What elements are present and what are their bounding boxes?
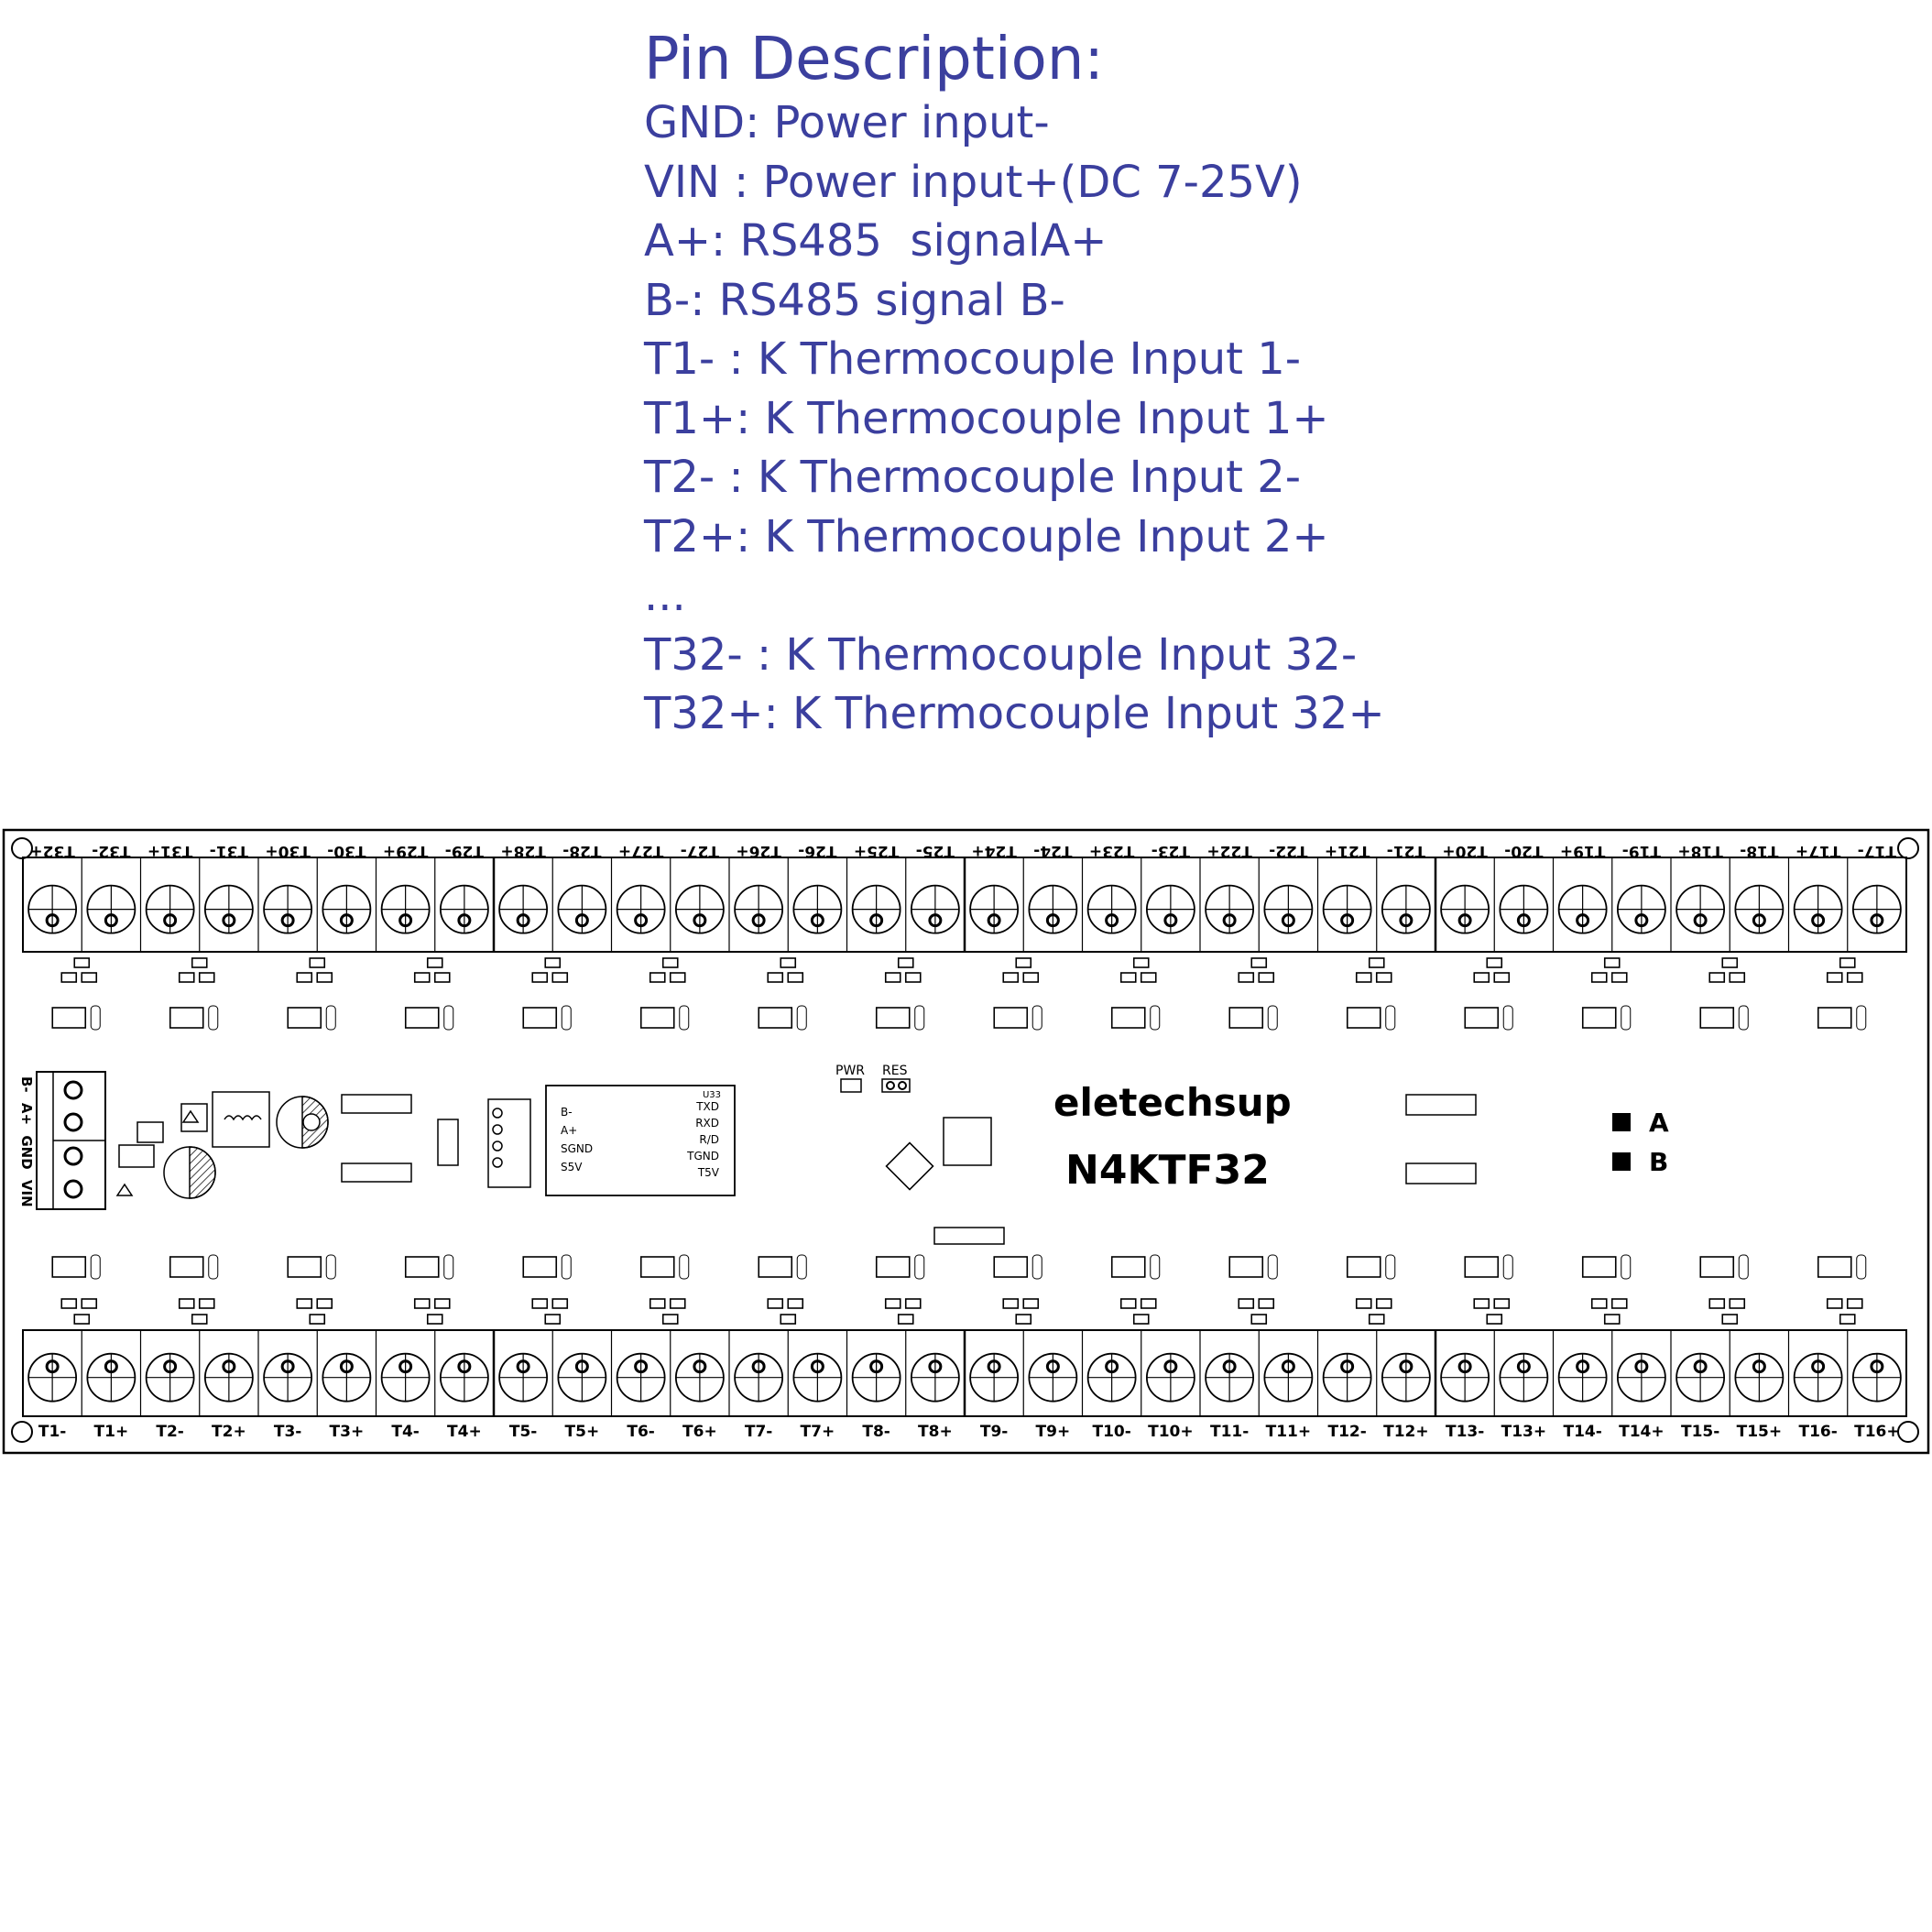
top-screw-terminal — [1264, 886, 1312, 933]
bottom-screw-terminal — [558, 1354, 606, 1402]
top-terminal-label: T19+ — [1559, 842, 1606, 860]
top-screw-terminal — [1441, 886, 1489, 933]
bottom-terminal-label: T9+ — [1035, 1423, 1071, 1441]
top-terminal-label: T22+ — [1206, 842, 1252, 860]
top-screw-terminal — [1147, 886, 1195, 933]
pcb-board-diagram — [0, 824, 1932, 1466]
power-terminal-block — [18, 1072, 105, 1209]
top-screw-terminal — [382, 886, 430, 933]
pin-line: T1+: K Thermocouple Input 1+ — [644, 392, 1329, 444]
top-terminal-label: T20- — [1504, 842, 1544, 860]
module-pin-left: SGND — [561, 1142, 594, 1155]
bottom-terminal-label: T1+ — [93, 1423, 129, 1441]
top-screw-terminal — [735, 886, 782, 933]
bottom-terminal-label: T4+ — [447, 1423, 482, 1441]
top-terminal-label: T26- — [798, 842, 837, 860]
bottom-terminal-label: T3+ — [329, 1423, 365, 1441]
top-screw-terminal — [87, 886, 135, 933]
bottom-terminal-label: T6- — [627, 1423, 655, 1441]
top-terminal-label: T23- — [1151, 842, 1191, 860]
bottom-terminal-label: T13- — [1445, 1423, 1485, 1441]
pin-line: B-: RS485 signal B- — [644, 274, 1065, 326]
bottom-screw-terminal — [499, 1354, 547, 1402]
top-terminal-label: T17+ — [1795, 842, 1841, 860]
top-terminal-label: T19- — [1621, 842, 1662, 860]
bottom-terminal-label: T12- — [1327, 1423, 1367, 1441]
module-pin-right: TGND — [687, 1150, 719, 1162]
top-screw-terminal — [1676, 886, 1724, 933]
top-terminal-label: T21+ — [1324, 842, 1370, 860]
bottom-screw-terminal — [1088, 1354, 1136, 1402]
bottom-screw-terminal — [793, 1354, 841, 1402]
top-terminal-label: T31+ — [147, 842, 193, 860]
bottom-screw-terminal — [264, 1354, 311, 1402]
bottom-terminal-label: T7- — [744, 1423, 773, 1441]
bottom-terminal-label: T6+ — [682, 1423, 717, 1441]
top-terminal-label: T18- — [1740, 842, 1779, 860]
module-pin-right: TXD — [696, 1100, 719, 1113]
top-terminal-label: T25+ — [853, 842, 900, 860]
model-name: N4KTF32 — [1065, 1147, 1270, 1194]
bottom-terminal-label: T3- — [273, 1423, 302, 1441]
top-screw-terminal — [147, 886, 194, 933]
top-terminal-label: T27+ — [617, 842, 664, 860]
top-screw-terminal — [1206, 886, 1253, 933]
bottom-terminal-label: T14- — [1563, 1423, 1602, 1441]
top-terminal-label: T29- — [444, 842, 485, 860]
bottom-terminal-label: T16+ — [1854, 1423, 1900, 1441]
top-screw-terminal — [617, 886, 665, 933]
bottom-terminal-label: T13+ — [1501, 1423, 1547, 1441]
power-label-a: A+ — [18, 1102, 35, 1126]
bottom-screw-terminal — [322, 1354, 370, 1402]
top-terminal-label: T29+ — [382, 842, 429, 860]
top-screw-terminal — [1088, 886, 1136, 933]
bottom-screw-terminal — [1853, 1354, 1901, 1402]
top-screw-terminal — [499, 886, 547, 933]
jumper-a-label: A — [1649, 1108, 1669, 1138]
bottom-screw-terminal — [1676, 1354, 1724, 1402]
bottom-screw-terminal — [87, 1354, 135, 1402]
bottom-screw-terminal — [1559, 1354, 1607, 1402]
bottom-terminal-label: T8+ — [918, 1423, 953, 1441]
bottom-terminal-label: T16- — [1798, 1423, 1838, 1441]
bottom-screw-terminal — [853, 1354, 901, 1402]
power-label-vin: VIN — [18, 1179, 35, 1207]
top-terminal-label: T21- — [1386, 842, 1426, 860]
bottom-terminal-label: T10+ — [1148, 1423, 1194, 1441]
module-pin-left: A+ — [561, 1124, 578, 1137]
top-screw-terminal — [1029, 886, 1076, 933]
bottom-screw-terminal — [205, 1354, 253, 1402]
module-pin-left: B- — [561, 1106, 573, 1119]
bottom-screw-terminal — [147, 1354, 194, 1402]
led-pwr-label: PWR — [835, 1064, 866, 1078]
bottom-terminal-label: T15+ — [1736, 1423, 1783, 1441]
bottom-terminal-label: T14+ — [1619, 1423, 1665, 1441]
module-ref: U33 — [702, 1090, 721, 1100]
top-screw-terminal — [911, 886, 959, 933]
top-screw-terminal — [853, 886, 901, 933]
bottom-screw-terminal — [1147, 1354, 1195, 1402]
bottom-terminal-label: T7+ — [800, 1423, 835, 1441]
bottom-terminal-label: T9- — [979, 1423, 1009, 1441]
top-screw-terminal — [1324, 886, 1371, 933]
bottom-screw-terminal — [1500, 1354, 1547, 1402]
top-screw-terminal — [1500, 886, 1547, 933]
bottom-screw-terminal — [911, 1354, 959, 1402]
top-screw-terminal — [793, 886, 841, 933]
power-label-gnd: GND — [18, 1135, 35, 1170]
top-terminal-label: T30- — [327, 842, 366, 860]
pin-line: T32+: K Thermocouple Input 32+ — [644, 688, 1385, 739]
brand-name: eletechsup — [1053, 1080, 1292, 1125]
top-terminal-label: T28+ — [500, 842, 546, 860]
top-terminal-label: T26+ — [736, 842, 781, 860]
bottom-screw-terminal — [1029, 1354, 1076, 1402]
top-screw-terminal — [558, 886, 606, 933]
top-screw-terminal — [1795, 886, 1842, 933]
bottom-terminal-label: T5- — [508, 1423, 538, 1441]
bottom-terminal-label: T1- — [38, 1423, 67, 1441]
bottom-screw-terminal — [1795, 1354, 1842, 1402]
bottom-terminal-label: T8- — [862, 1423, 890, 1441]
top-terminal-label: T18+ — [1677, 842, 1723, 860]
pin-line: GND: Power input- — [644, 97, 1050, 148]
top-terminal-label: T30+ — [265, 842, 311, 860]
top-screw-terminal — [322, 886, 370, 933]
pin-line: ... — [644, 570, 686, 621]
pin-line: VIN : Power input+(DC 7-25V) — [644, 156, 1303, 208]
bottom-screw-terminal — [617, 1354, 665, 1402]
top-screw-terminal — [205, 886, 253, 933]
top-screw-terminal — [264, 886, 311, 933]
top-screw-terminal — [441, 886, 488, 933]
bottom-terminal-label: T2+ — [212, 1423, 246, 1441]
top-screw-terminal — [1559, 886, 1607, 933]
power-label-b: B- — [18, 1076, 35, 1093]
bottom-terminal-label: T11- — [1209, 1423, 1250, 1441]
bottom-terminal-label: T4- — [391, 1423, 420, 1441]
pin-description-lines — [644, 93, 1385, 744]
bottom-screw-terminal — [1382, 1354, 1430, 1402]
pin-line: T1- : K Thermocouple Input 1- — [644, 333, 1302, 385]
top-terminal-label: T32- — [92, 842, 131, 860]
pin-line: A+: RS485 signalA+ — [644, 215, 1108, 267]
bottom-screw-terminal — [970, 1354, 1018, 1402]
bottom-screw-terminal — [382, 1354, 430, 1402]
bottom-screw-terminal — [28, 1354, 76, 1402]
bottom-screw-terminal — [441, 1354, 488, 1402]
top-terminal-label: T28- — [562, 842, 602, 860]
top-screw-terminal — [1382, 886, 1430, 933]
module-pin-right: R/D — [699, 1133, 719, 1146]
top-terminal-label: T17- — [1857, 842, 1897, 860]
bottom-screw-terminal — [1324, 1354, 1371, 1402]
top-terminal-label: T31- — [209, 842, 249, 860]
rs485-module — [546, 1086, 735, 1195]
top-terminal-label: T24+ — [971, 842, 1017, 860]
top-terminal-label: T22- — [1269, 842, 1308, 860]
bottom-terminal-label: T10- — [1092, 1423, 1131, 1441]
module-pin-right: RXD — [695, 1117, 719, 1130]
top-screw-terminal — [1853, 886, 1901, 933]
top-screw-terminal — [1735, 886, 1783, 933]
top-screw-terminal — [1618, 886, 1665, 933]
module-pin-right: T5V — [697, 1166, 719, 1179]
pin-line: T2+: K Thermocouple Input 2+ — [644, 510, 1329, 562]
top-terminal-label: T23+ — [1088, 842, 1135, 860]
pin-line: T2- : K Thermocouple Input 2- — [644, 452, 1302, 503]
bottom-terminal-label: T15- — [1680, 1423, 1720, 1441]
bottom-screw-terminal — [1264, 1354, 1312, 1402]
svg-text:B- A+ GND VI — [18, 1076, 35, 1207]
bottom-terminal-label: T12+ — [1383, 1423, 1429, 1441]
top-terminal-label: T32+ — [29, 842, 75, 860]
bottom-screw-terminal — [676, 1354, 724, 1402]
top-terminal-label: T24- — [1033, 842, 1073, 860]
bottom-screw-terminal — [1206, 1354, 1253, 1402]
bottom-screw-terminal — [1618, 1354, 1665, 1402]
bottom-terminal-label: T2- — [156, 1423, 184, 1441]
module-pin-left: S5V — [561, 1161, 583, 1173]
pin-line: T32- : K Thermocouple Input 32- — [644, 628, 1358, 681]
top-terminal-label: T25- — [915, 842, 955, 860]
pin-description-title: Pin Description: — [644, 26, 1104, 93]
jumper-b-label: B — [1649, 1147, 1669, 1177]
bottom-screw-terminal — [1735, 1354, 1783, 1402]
top-screw-terminal — [28, 886, 76, 933]
top-screw-terminal — [970, 886, 1018, 933]
bottom-screw-terminal — [1441, 1354, 1489, 1402]
bottom-terminal-label: T5+ — [564, 1423, 600, 1441]
pin-description — [644, 27, 1385, 744]
top-terminal-label: T20+ — [1442, 842, 1488, 860]
top-screw-terminal — [676, 886, 724, 933]
bottom-screw-terminal — [735, 1354, 782, 1402]
bottom-terminal-label: T11+ — [1265, 1423, 1312, 1441]
top-terminal-label: T27- — [680, 842, 720, 860]
led-res-label: RES — [882, 1064, 908, 1078]
